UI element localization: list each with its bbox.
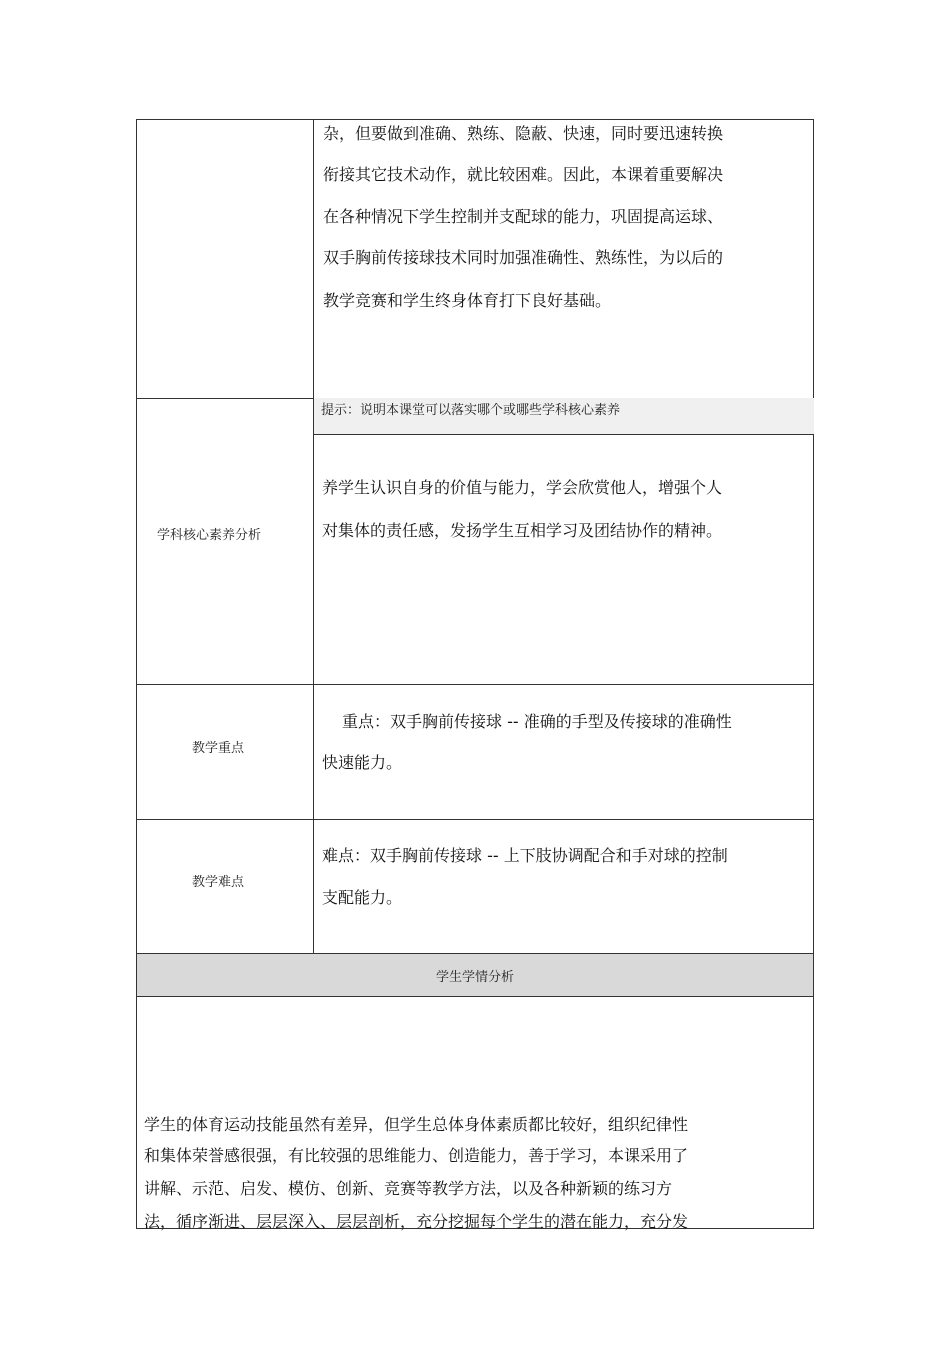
student-analysis-line: 讲解、示范、启发、模仿、创新、竞赛等教学方法，以及各种新颖的练习方 — [144, 1179, 673, 1198]
core-literacy-line: 对集体的责任感，发扬学生互相学习及团结协作的精神。 — [322, 521, 723, 540]
row-divider — [137, 684, 813, 685]
analysis-line: 双手胸前传接球技术同时加强准确性、熟练性，为以后的 — [323, 248, 724, 267]
student-analysis-header — [137, 954, 813, 997]
key-point-label: 教学重点 — [192, 741, 245, 756]
hint-bar — [314, 398, 814, 435]
analysis-line: 在各种情况下学生控制并支配球的能力，巩固提高运球、 — [323, 207, 724, 226]
lesson-plan-table — [136, 119, 814, 1229]
row-divider — [137, 819, 813, 820]
core-literacy-line: 养学生认识自身的价值与能力，学会欣赏他人，增强个人 — [322, 478, 723, 497]
core-literacy-label: 学科核心素养分析 — [157, 528, 262, 543]
hint-text: 提示：说明本课堂可以落实哪个或哪些学科核心素养 — [321, 403, 621, 418]
analysis-line: 教学竞赛和学生终身体育打下良好基础。 — [323, 291, 612, 310]
student-analysis-line: 和集体荣誉感很强，有比较强的思维能力、创造能力，善于学习，本课采用了 — [144, 1146, 689, 1165]
key-point-line: 快速能力。 — [322, 753, 403, 772]
student-analysis-title: 学生学情分析 — [435, 970, 514, 985]
difficulty-line: 难点：双手胸前传接球 -- 上下肢协调配合和手对球的控制 — [322, 846, 728, 865]
student-analysis-line: 学生的体育运动技能虽然有差异，但学生总体身体素质都比较好，组织纪律性 — [144, 1115, 689, 1134]
key-point-line: 重点：双手胸前传接球 -- 准确的手型及传接球的准确性 — [342, 712, 732, 731]
difficulty-label: 教学难点 — [192, 875, 245, 890]
analysis-line: 杂，但要做到准确、熟练、隐蔽、快速，同时要迅速转换 — [323, 124, 724, 143]
column-divider — [313, 120, 314, 954]
difficulty-line: 支配能力。 — [322, 888, 403, 907]
student-analysis-line: 法，循序渐进、层层深入、层层剖析，充分挖掘每个学生的潜在能力，充分发 — [144, 1212, 689, 1231]
analysis-line: 衔接其它技术动作，就比较困难。因此，本课着重要解决 — [323, 165, 724, 184]
